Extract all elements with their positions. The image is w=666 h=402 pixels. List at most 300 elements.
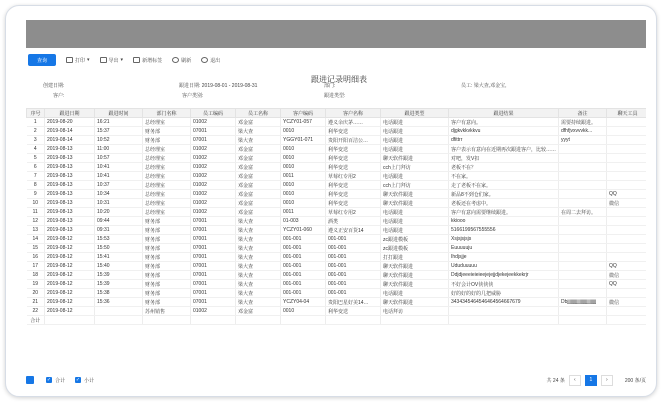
table-cell: 微信 bbox=[607, 199, 647, 208]
table-cell: Ihdjsjje bbox=[449, 253, 559, 262]
query-button[interactable]: 查询 bbox=[28, 54, 56, 66]
column-header[interactable]: 跟进类型 bbox=[381, 109, 449, 118]
page-button[interactable]: 1 bbox=[585, 375, 597, 386]
table-cell: 3 bbox=[27, 136, 45, 145]
table-cell: 2019-08-20 bbox=[45, 118, 95, 127]
table-cell: 2019-08-12 bbox=[45, 280, 95, 289]
table-row[interactable] bbox=[27, 217, 647, 226]
table-cell: 梁大查 bbox=[236, 289, 281, 298]
table-cell: 遵义余庆茅…… bbox=[326, 118, 381, 127]
column-header[interactable]: 备注 bbox=[559, 109, 607, 118]
table-cell: 利华变送 bbox=[326, 163, 381, 172]
customer bbox=[53, 92, 64, 99]
table-cell: 老板还在考虑中。 bbox=[449, 199, 559, 208]
created-date-label: 创建日期: bbox=[43, 83, 65, 89]
table-cell: 15:37 bbox=[95, 127, 143, 136]
table-cell: 聊天软件跟进 bbox=[381, 154, 449, 163]
table-cell: 利华变送 bbox=[326, 154, 381, 163]
table-row[interactable] bbox=[27, 280, 647, 289]
table-cell: Xsjsjsjsjs bbox=[449, 235, 559, 244]
table-cell bbox=[559, 181, 607, 190]
table-cell bbox=[607, 307, 647, 316]
prev-page-button[interactable]: ‹ bbox=[569, 375, 581, 386]
table-cell: 2 bbox=[27, 127, 45, 136]
customer-type bbox=[182, 92, 203, 99]
table-cell: 新品8不到仓们家。 bbox=[449, 190, 559, 199]
table-cell bbox=[607, 154, 647, 163]
table-cell: zc跟进模板 bbox=[381, 235, 449, 244]
table-cell: 总经理室 bbox=[143, 163, 191, 172]
table-cell: 利华变送 bbox=[326, 181, 381, 190]
table-cell: 电话拜访 bbox=[381, 307, 449, 316]
table-cell: kkiooo bbox=[449, 217, 559, 226]
table-cell bbox=[95, 316, 143, 325]
table-cell: 酒类 bbox=[326, 217, 381, 226]
table-cell: 2019-08-12 bbox=[45, 244, 95, 253]
small-total-label: 小计 bbox=[84, 377, 95, 384]
table-cell bbox=[607, 172, 647, 181]
table-cell: 电话跟进 bbox=[381, 289, 449, 298]
checkbox-icon[interactable]: ✓ bbox=[75, 377, 81, 383]
table-cell: 7 bbox=[27, 172, 45, 181]
table-cell: YCZY04-04 bbox=[281, 298, 326, 307]
table-cell: 1 bbox=[27, 118, 45, 127]
table-cell: 15:36 bbox=[95, 298, 143, 307]
table-cell: 财务部 bbox=[143, 136, 191, 145]
table-cell: 001-001 bbox=[326, 289, 381, 298]
toolbar bbox=[26, 50, 646, 70]
export-button[interactable] bbox=[100, 57, 124, 64]
table-cell: 草莓红专用2 bbox=[326, 172, 381, 181]
follow-date-value: 2019-08-01 - 2019-08-31 bbox=[201, 83, 258, 89]
page-title: 跟进记录明细表 bbox=[311, 75, 367, 84]
footer-bar bbox=[26, 372, 646, 388]
table-cell: 10:57 bbox=[95, 154, 143, 163]
table-cell: 0010 bbox=[281, 190, 326, 199]
table-cell: 梁大查 bbox=[236, 244, 281, 253]
table-cell bbox=[449, 307, 559, 316]
table-cell: 邓金富 bbox=[236, 208, 281, 217]
table-cell: 01002 bbox=[191, 199, 236, 208]
table-cell bbox=[326, 316, 381, 325]
total-row bbox=[27, 316, 647, 325]
table-cell: 财务部 bbox=[143, 280, 191, 289]
table-cell: 总经理室 bbox=[143, 199, 191, 208]
table-cell: 需要持续跟进。 bbox=[559, 118, 607, 127]
table-row[interactable] bbox=[27, 235, 647, 244]
printer-icon bbox=[66, 57, 73, 63]
table-cell: 梁大查 bbox=[236, 136, 281, 145]
table-cell: 6 bbox=[27, 163, 45, 172]
table-cell: 21 bbox=[27, 298, 45, 307]
table-cell: 梁大查 bbox=[236, 253, 281, 262]
table-cell: 4 bbox=[27, 145, 45, 154]
table-row[interactable] bbox=[27, 154, 647, 163]
table-cell: 梁大查 bbox=[236, 127, 281, 136]
table-cell: 22 bbox=[27, 307, 45, 316]
table-cell: 梁大查 bbox=[236, 262, 281, 271]
table-row[interactable] bbox=[27, 208, 647, 217]
data-table-container[interactable] bbox=[26, 108, 646, 358]
table-cell: 18 bbox=[27, 271, 45, 280]
table-row[interactable] bbox=[27, 118, 647, 127]
table-cell: 01-003 bbox=[281, 217, 326, 226]
table-row[interactable] bbox=[27, 190, 647, 199]
table-cell: 不好会计OV侠侠侠 bbox=[449, 280, 559, 289]
table-cell: 2019-08-13 bbox=[45, 190, 95, 199]
table-cell: YGGY01-071 bbox=[281, 136, 326, 145]
table-row[interactable] bbox=[27, 262, 647, 271]
table-cell: 16:21 bbox=[95, 118, 143, 127]
table-cell: 聊天软件跟进 bbox=[381, 262, 449, 271]
follow-date-label: 跟进日期: bbox=[179, 83, 201, 89]
table-cell: 10:31 bbox=[95, 199, 143, 208]
table-row[interactable] bbox=[27, 271, 647, 280]
table-cell bbox=[607, 145, 647, 154]
table-cell: 不在家。 bbox=[449, 172, 559, 181]
table-cell: 利华变送 bbox=[326, 307, 381, 316]
column-header[interactable]: 员工编码 bbox=[191, 109, 236, 118]
table-cell: Ddjdjeeeieieieejejejjdjekejeekkekrjr bbox=[449, 271, 559, 280]
refresh-button[interactable] bbox=[172, 57, 191, 64]
table-cell: 微信 bbox=[607, 298, 647, 307]
table-cell: 在周二去拜访。 bbox=[559, 208, 607, 217]
table-cell: 15:53 bbox=[95, 235, 143, 244]
table-cell: 2019-08-14 bbox=[45, 127, 95, 136]
table-cell bbox=[607, 289, 647, 298]
table-row[interactable] bbox=[27, 289, 647, 298]
table-cell: 13 bbox=[27, 226, 45, 235]
exit-label: 退出 bbox=[210, 57, 221, 64]
table-cell: 总经理室 bbox=[143, 118, 191, 127]
data-table bbox=[26, 108, 646, 325]
app-window bbox=[5, 5, 657, 397]
table-cell: 财务部 bbox=[143, 289, 191, 298]
chevron-down-icon: ▾ bbox=[120, 57, 124, 63]
table-cell: 财务部 bbox=[143, 253, 191, 262]
table-cell bbox=[559, 199, 607, 208]
table-cell: 001-001 bbox=[326, 244, 381, 253]
table-cell bbox=[607, 235, 647, 244]
table-cell: 001-001 bbox=[281, 280, 326, 289]
table-cell: 11 bbox=[27, 208, 45, 217]
total-label: 合计 bbox=[27, 316, 45, 325]
table-cell bbox=[607, 316, 647, 325]
table-cell bbox=[45, 316, 95, 325]
table-cell: 01002 bbox=[191, 181, 236, 190]
table-cell: 邓金富 bbox=[236, 118, 281, 127]
table-cell: 8 bbox=[27, 181, 45, 190]
column-header[interactable]: 客户名称 bbox=[326, 109, 381, 118]
table-cell: 07001 bbox=[191, 289, 236, 298]
table-cell: 01002 bbox=[191, 145, 236, 154]
table-cell: 0010 bbox=[281, 145, 326, 154]
table-cell: 财务部 bbox=[143, 226, 191, 235]
table-cell: 客户有意向。 bbox=[449, 118, 559, 127]
table-cell: 10:34 bbox=[95, 190, 143, 199]
total-count: 共 24 条 bbox=[546, 377, 565, 384]
table-row[interactable] bbox=[27, 244, 647, 253]
customer-type-label: 客户类别: bbox=[182, 93, 204, 99]
table-cell: 2019-08-12 bbox=[45, 235, 95, 244]
table-cell bbox=[191, 316, 236, 325]
table-cell: 07001 bbox=[191, 262, 236, 271]
table-cell: 财务部 bbox=[143, 298, 191, 307]
table-cell: 利华变送 bbox=[326, 199, 381, 208]
table-row[interactable] bbox=[27, 172, 647, 181]
add-tag-button[interactable] bbox=[133, 57, 162, 64]
table-cell bbox=[559, 172, 607, 181]
table-cell: Dbjjjjjjjjjjjjjjjjjjjjjjjjjj bbox=[559, 298, 607, 307]
table-row[interactable] bbox=[27, 163, 647, 172]
table-cell: 财务部 bbox=[143, 127, 191, 136]
table-cell: dfhfjvxvvvkk... bbox=[559, 127, 607, 136]
table-cell: 邓金富 bbox=[236, 181, 281, 190]
table-cell bbox=[607, 244, 647, 253]
table-cell: Euuuuuju bbox=[449, 244, 559, 253]
table-cell: 0010 bbox=[281, 181, 326, 190]
department-label: 部门: bbox=[324, 83, 336, 89]
table-cell: 草莓红专用2 bbox=[326, 208, 381, 217]
table-cell: 15:40 bbox=[95, 262, 143, 271]
table-cell: 15:38 bbox=[95, 289, 143, 298]
table-cell: 客户表示有意向在近期再次跟进客户，比较…… bbox=[449, 145, 559, 154]
table-cell: 聊天软件跟进 bbox=[381, 190, 449, 199]
table-cell: 走了老板不在家。 bbox=[449, 181, 559, 190]
table-cell: 15:50 bbox=[95, 244, 143, 253]
table-cell: 遵义正安百货14 bbox=[326, 226, 381, 235]
table-cell: 0010 bbox=[281, 307, 326, 316]
export-icon bbox=[100, 57, 107, 63]
table-cell: 01002 bbox=[191, 208, 236, 217]
checkbox-icon[interactable]: ✓ bbox=[46, 377, 52, 383]
table-cell: 07001 bbox=[191, 235, 236, 244]
follow-date bbox=[179, 82, 257, 89]
table-cell: 16 bbox=[27, 253, 45, 262]
table-row[interactable] bbox=[27, 226, 647, 235]
table-cell: 电话跟进 bbox=[381, 136, 449, 145]
table-cell: 10:41 bbox=[95, 172, 143, 181]
table-cell: 2019-08-12 bbox=[45, 307, 95, 316]
table-cell: 邓金富 bbox=[236, 163, 281, 172]
table-cell: 0010 bbox=[281, 154, 326, 163]
table-cell bbox=[559, 316, 607, 325]
table-cell: 电话跟进 bbox=[381, 208, 449, 217]
follow-type bbox=[324, 92, 345, 99]
column-header[interactable]: 员工名称 bbox=[236, 109, 281, 118]
table-cell bbox=[607, 217, 647, 226]
table-cell bbox=[559, 253, 607, 262]
grid-settings-icon[interactable] bbox=[26, 376, 34, 384]
print-button[interactable] bbox=[66, 57, 90, 64]
table-cell: 10:37 bbox=[95, 181, 143, 190]
table-row[interactable] bbox=[27, 199, 647, 208]
table-cell: 微信 bbox=[607, 271, 647, 280]
table-cell bbox=[607, 163, 647, 172]
table-cell: 001-001 bbox=[281, 244, 326, 253]
table-cell: 9 bbox=[27, 190, 45, 199]
table-cell: 2019-08-13 bbox=[45, 199, 95, 208]
column-header[interactable]: 客户编码 bbox=[281, 109, 326, 118]
table-cell bbox=[607, 136, 647, 145]
refresh-label: 刷新 bbox=[181, 57, 192, 64]
table-cell: 电话跟进 bbox=[381, 172, 449, 181]
table-cell: 邓金富 bbox=[236, 145, 281, 154]
table-cell: QQ bbox=[607, 190, 647, 199]
table-cell: 好的好的好的几把威胁 bbox=[449, 289, 559, 298]
table-cell: 0010 bbox=[281, 163, 326, 172]
chevron-down-icon: ▾ bbox=[87, 57, 90, 63]
table-cell: QQ bbox=[607, 280, 647, 289]
next-page-button[interactable]: › bbox=[601, 375, 613, 386]
table-cell bbox=[559, 217, 607, 226]
table-header-row bbox=[27, 109, 647, 118]
table-row[interactable] bbox=[27, 298, 647, 307]
table-cell: 总经理室 bbox=[143, 172, 191, 181]
table-cell: 19 bbox=[27, 280, 45, 289]
print-label: 打印 bbox=[75, 57, 86, 64]
column-header[interactable]: 部门名称 bbox=[143, 109, 191, 118]
table-cell: 09:31 bbox=[95, 226, 143, 235]
page-size-select[interactable]: 200 条/页 bbox=[624, 377, 646, 384]
table-cell: 梁大查 bbox=[236, 226, 281, 235]
table-cell: 对吧，发V扣 bbox=[449, 154, 559, 163]
column-header[interactable]: 聊天工具 bbox=[607, 109, 647, 118]
table-cell: YCZY01-057 bbox=[281, 118, 326, 127]
table-cell: 利华变送 bbox=[326, 145, 381, 154]
column-header[interactable]: 序号 bbox=[27, 109, 45, 118]
table-cell: 2019-08-13 bbox=[45, 226, 95, 235]
table-cell: 3434345464546464564667679 bbox=[449, 298, 559, 307]
table-cell: 总经理室 bbox=[143, 154, 191, 163]
table-cell: 15:41 bbox=[95, 253, 143, 262]
column-header[interactable]: 跟进结果 bbox=[449, 109, 559, 118]
table-cell: 电话跟进 bbox=[381, 118, 449, 127]
table-cell: 2019-08-12 bbox=[45, 289, 95, 298]
created-date bbox=[43, 82, 64, 89]
table-cell: 07001 bbox=[191, 226, 236, 235]
table-cell bbox=[449, 316, 559, 325]
table-cell bbox=[559, 262, 607, 271]
table-cell: 001-001 bbox=[281, 289, 326, 298]
table-cell: 梁大查 bbox=[236, 217, 281, 226]
table-cell: 2019-08-13 bbox=[45, 208, 95, 217]
table-cell: 打打跟进 bbox=[381, 253, 449, 262]
table-cell: 电话跟进 bbox=[381, 217, 449, 226]
pagination bbox=[547, 375, 646, 386]
table-cell: 0011 bbox=[281, 208, 326, 217]
table-cell bbox=[143, 316, 191, 325]
table-row[interactable] bbox=[27, 307, 647, 316]
table-cell: 邓金富 bbox=[236, 199, 281, 208]
column-header[interactable]: 跟进时间 bbox=[95, 109, 143, 118]
table-cell: 15:39 bbox=[95, 271, 143, 280]
exit-button[interactable] bbox=[201, 57, 220, 64]
table-cell: 财务部 bbox=[143, 271, 191, 280]
table-cell: 07001 bbox=[191, 253, 236, 262]
table-cell: Ududuuuuu bbox=[449, 262, 559, 271]
table-cell: 5 bbox=[27, 154, 45, 163]
table-cell: 2019-08-13 bbox=[45, 217, 95, 226]
table-cell: 07001 bbox=[191, 280, 236, 289]
table-cell: 001-001 bbox=[281, 253, 326, 262]
table-cell bbox=[559, 190, 607, 199]
table-cell: 001-001 bbox=[326, 280, 381, 289]
table-cell: 10:41 bbox=[95, 163, 143, 172]
table-cell: 梁大查 bbox=[236, 271, 281, 280]
table-cell: 聊天软件跟进 bbox=[381, 271, 449, 280]
table-cell bbox=[381, 316, 449, 325]
table-cell: 2019-08-12 bbox=[45, 271, 95, 280]
table-row[interactable] bbox=[27, 127, 647, 136]
table-cell: 14 bbox=[27, 235, 45, 244]
table-cell bbox=[559, 280, 607, 289]
table-cell: 财务部 bbox=[143, 217, 191, 226]
table-cell: 01002 bbox=[191, 307, 236, 316]
column-header[interactable]: 跟进日期 bbox=[45, 109, 95, 118]
table-cell: 001-001 bbox=[281, 271, 326, 280]
table-cell: 总经理室 bbox=[143, 190, 191, 199]
table-cell: 01002 bbox=[191, 172, 236, 181]
table-cell: 邓金富 bbox=[236, 307, 281, 316]
table-cell bbox=[607, 208, 647, 217]
table-cell bbox=[95, 307, 143, 316]
table-cell: 财务部 bbox=[143, 235, 191, 244]
table-cell bbox=[559, 163, 607, 172]
table-cell bbox=[559, 235, 607, 244]
table-cell: 2019-08-13 bbox=[45, 163, 95, 172]
table-cell: 贵阳开阳百洁公… bbox=[326, 136, 381, 145]
table-cell: 利华变送 bbox=[326, 127, 381, 136]
table-cell: 聊天软件跟进 bbox=[381, 298, 449, 307]
subtotal-label: 合计 bbox=[55, 377, 66, 384]
table-cell: 电话跟进 bbox=[381, 226, 449, 235]
table-cell: 15 bbox=[27, 244, 45, 253]
table-cell: 11:00 bbox=[95, 145, 143, 154]
table-cell: 07001 bbox=[191, 271, 236, 280]
department bbox=[324, 82, 335, 89]
table-cell: 5166199567555556 bbox=[449, 226, 559, 235]
table-cell bbox=[559, 226, 607, 235]
table-cell: 09:44 bbox=[95, 217, 143, 226]
table-cell: 2019-08-14 bbox=[45, 136, 95, 145]
table-cell: 001-001 bbox=[281, 262, 326, 271]
table-cell: cch上门拜访 bbox=[381, 181, 449, 190]
table-cell: 07001 bbox=[191, 127, 236, 136]
table-cell: YCZY01-060 bbox=[281, 226, 326, 235]
table-cell: 07001 bbox=[191, 298, 236, 307]
table-cell: 20 bbox=[27, 289, 45, 298]
table-cell: 聊天软件跟进 bbox=[381, 199, 449, 208]
header-bar bbox=[26, 20, 646, 48]
table-cell: 001-001 bbox=[281, 235, 326, 244]
table-cell: 2019-08-12 bbox=[45, 298, 95, 307]
table-cell: 梁大查 bbox=[236, 280, 281, 289]
table-row[interactable] bbox=[27, 136, 647, 145]
table-row[interactable] bbox=[27, 181, 647, 190]
table-row[interactable] bbox=[27, 253, 647, 262]
table-cell: 2019-08-13 bbox=[45, 154, 95, 163]
table-cell bbox=[559, 307, 607, 316]
export-label: 导出 bbox=[108, 57, 119, 64]
table-row[interactable] bbox=[27, 145, 647, 154]
table-cell: 梁大查 bbox=[236, 298, 281, 307]
table-cell: 电话跟进 bbox=[381, 127, 449, 136]
table-cell: 2019-08-12 bbox=[45, 262, 95, 271]
table-cell bbox=[281, 316, 326, 325]
table-cell: 17 bbox=[27, 262, 45, 271]
table-cell: 001-001 bbox=[326, 262, 381, 271]
